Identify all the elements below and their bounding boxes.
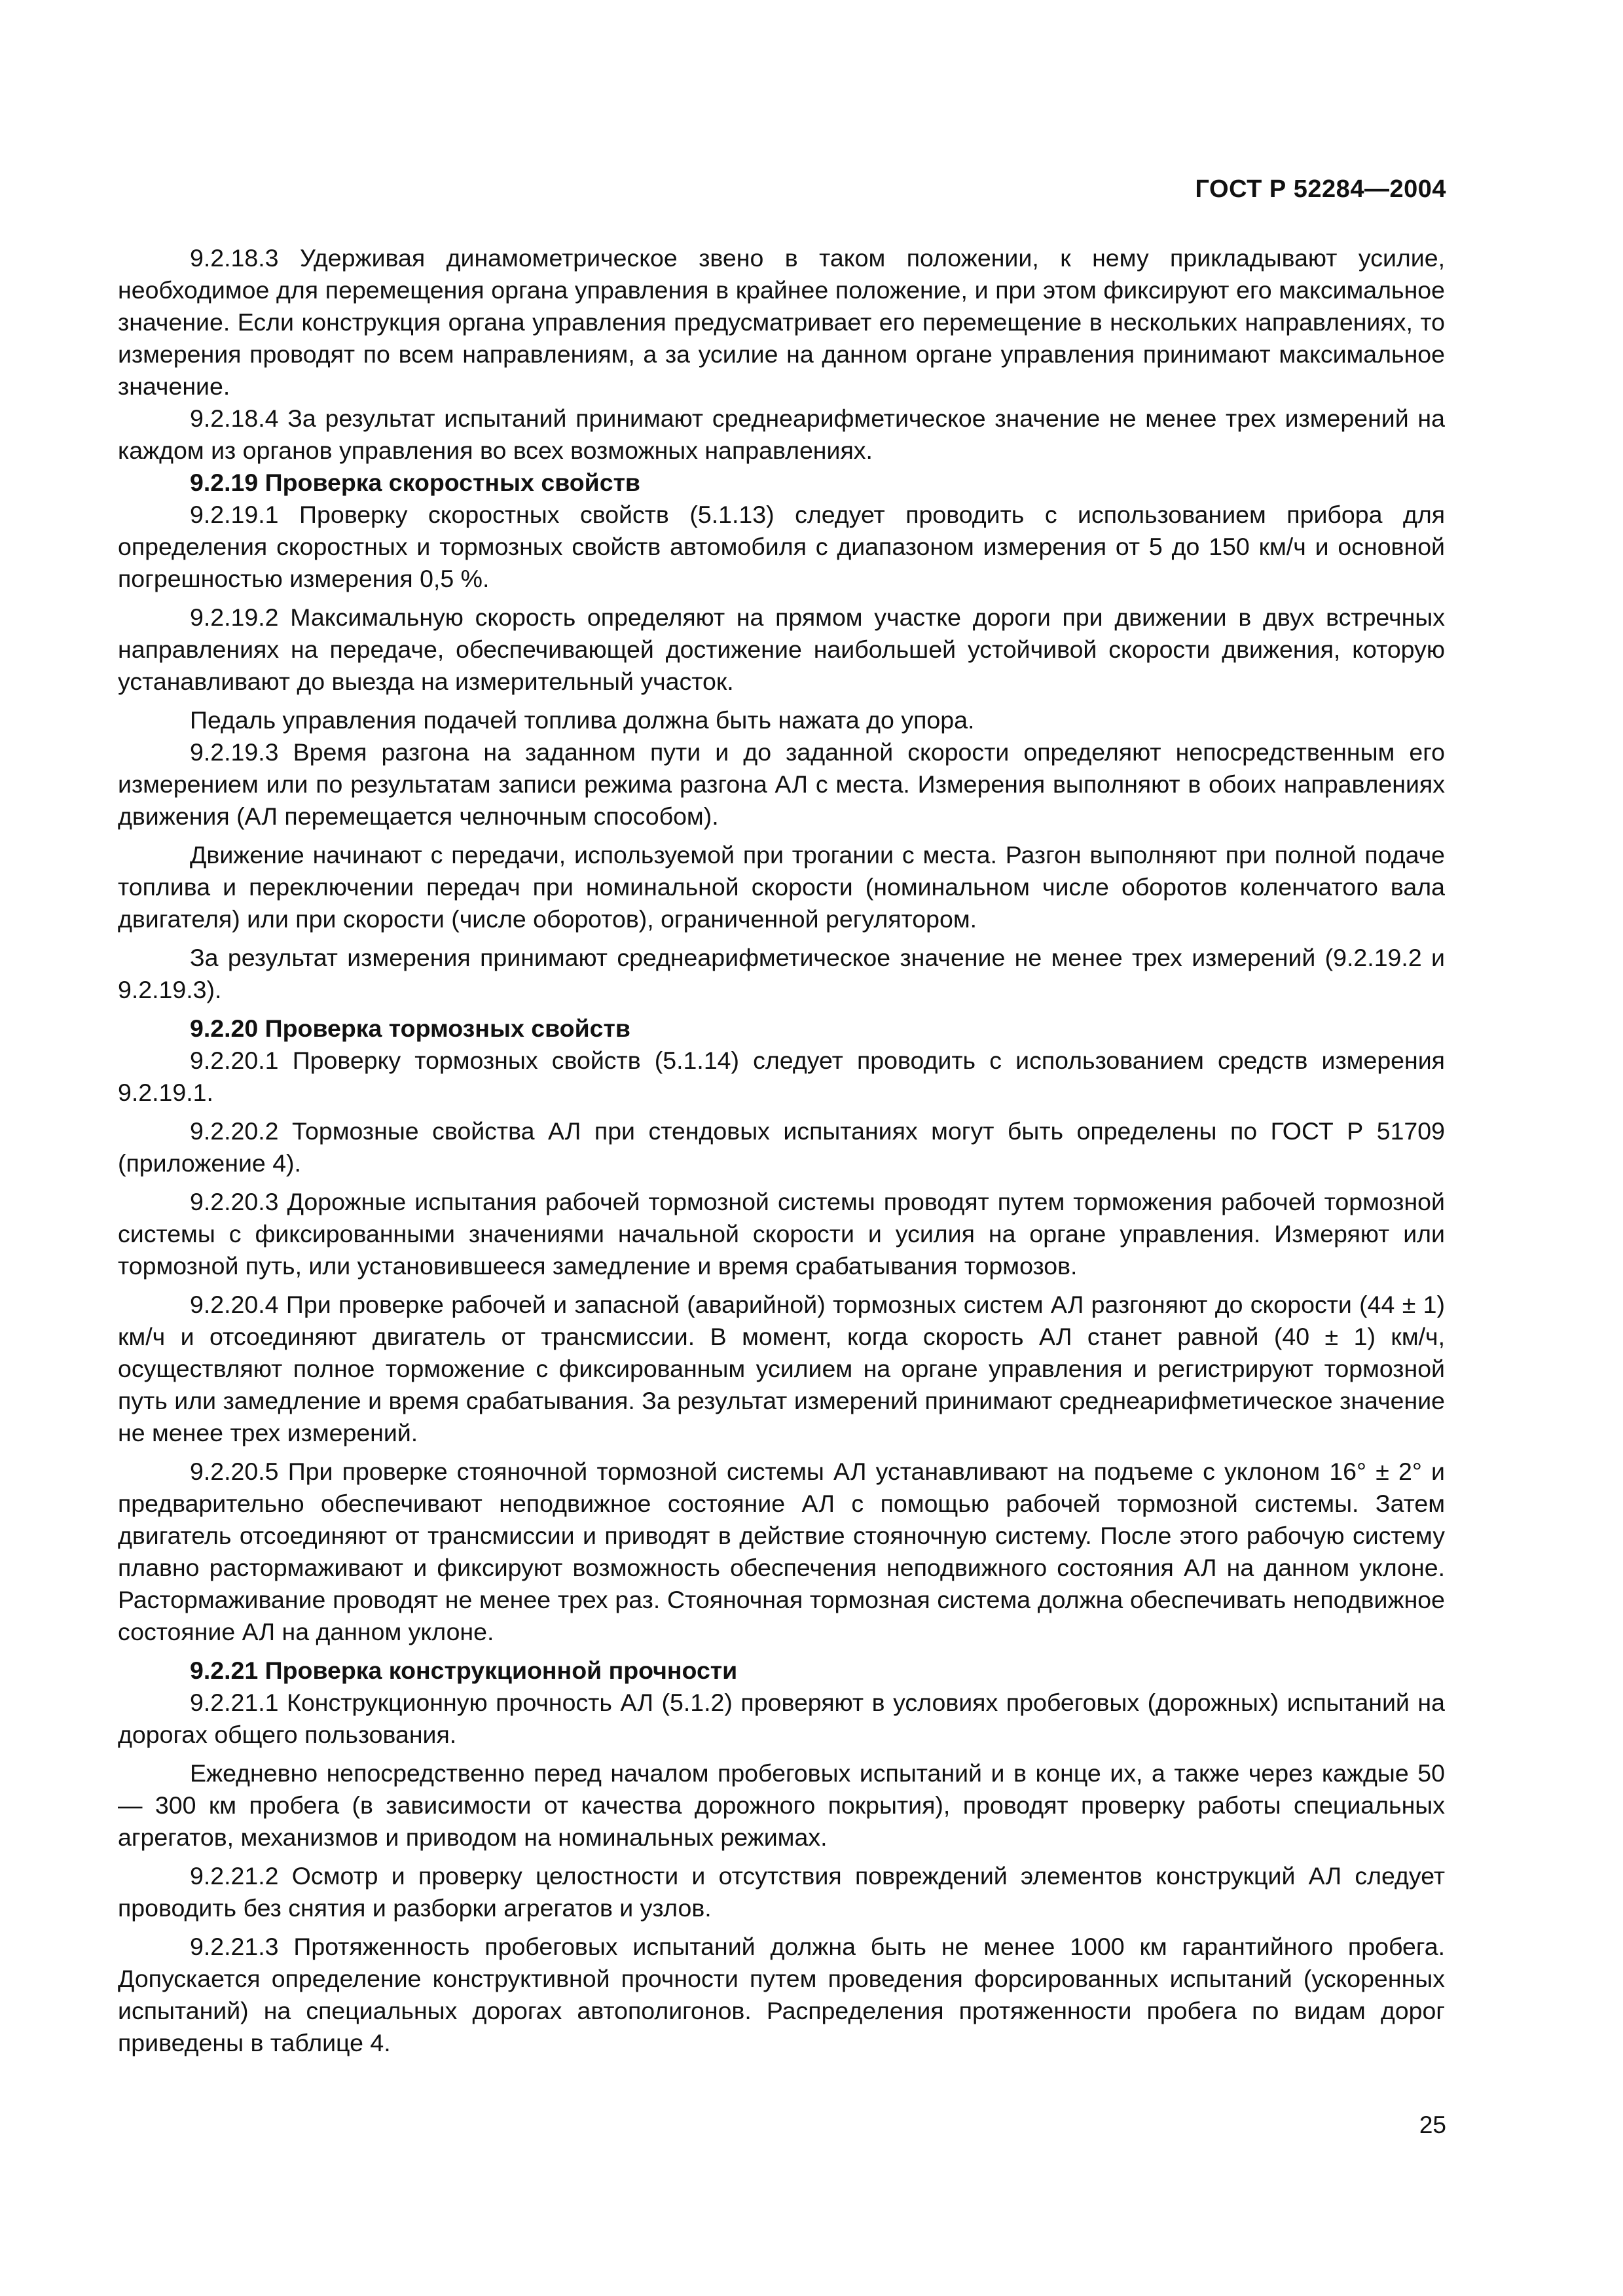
- paragraph-9-2-18-4: 9.2.18.4 За результат испытаний принимают среднеарифметическое значение не менее трех измерений на каждом из органов управления во всех возможных направлениях.: [118, 404, 1445, 464]
- paragraph-motion-start: Движение начинают с передачи, используемой при трогании с места. Разгон выполняют при полной подаче топлива и переключении передач при номинальной скорости (номинальном числе оборотов коленчатого вала двигателя) или при скорости (числе оборотов), ограниченной регулятором.: [118, 841, 1445, 933]
- paragraph-pedal: Педаль управления подачей топлива должна быть нажата до упора.: [190, 706, 975, 734]
- paragraph-9-2-20-2: 9.2.20.2 Тормозные свойства АЛ при стендовых испытаниях могут быть определены по ГОСТ Р 51709 (приложение 4).: [118, 1117, 1445, 1177]
- document-header: ГОСТ Р 52284—2004: [1195, 175, 1446, 203]
- paragraph-9-2-18-3: 9.2.18.3 Удерживая динамометрическое звено в таком положении, к нему прикладывают усилие, необходимое для перемещения органа управления в крайнее положение, и при этом фиксируют его максимальное значение. Если конструкция органа управления предусматривает его перемещение в нескольких направлениях, то измерения проводят по всем направлениям, а за усилие на данном органе управления принимают максимальное значение.: [118, 244, 1445, 400]
- paragraph-9-2-21-2: 9.2.21.2 Осмотр и проверку целостности и отсутствия повреждений элементов конструкций АЛ следует проводить без снятия и разборки агрегатов и узлов.: [118, 1862, 1445, 1922]
- page-number: 25: [1419, 2111, 1446, 2138]
- paragraph-measurement-result: За результат измерения принимают среднеарифметическое значение не менее трех измерений (9.2.19.2 и 9.2.19.3).: [118, 944, 1445, 1003]
- paragraph-9-2-21-3: 9.2.21.3 Протяженность пробеговых испытаний должна быть не менее 1000 км гарантийного пробега. Допускается определение конструктивной прочности путем проведения форсированных испытаний (ускоренных испытаний) на специальных дорогах автополигонов. Распределения протяженности пробега по видам дорог приведены в таблице 4.: [118, 1933, 1445, 2056]
- paragraph-9-2-19-1: 9.2.19.1 Проверку скоростных свойств (5.1.13) следует проводить с использованием прибора для определения скоростных и тормозных свойств автомобиля с диапазоном измерения от 5 до 150 км/ч и основной погрешностью измерения 0,5 %.: [118, 501, 1445, 592]
- paragraph-9-2-21-1: 9.2.21.1 Конструкционную прочность АЛ (5.1.2) проверяют в условиях пробеговых (дорожных) испытаний на дорогах общего пользования.: [118, 1689, 1445, 1748]
- paragraph-9-2-19-3: 9.2.19.3 Время разгона на заданном пути и до заданной скорости определяют непосредственным его измерением или по результатам записи режима разгона АЛ с места. Измерения выполняют в обоих направлениях движения (АЛ перемещается челночным способом).: [118, 738, 1445, 830]
- document-body: [118, 242, 1445, 2059]
- paragraph-9-2-20-1: 9.2.20.1 Проверку тормозных свойств (5.1.14) следует проводить с использованием средств измерения 9.2.19.1.: [118, 1047, 1445, 1106]
- section-heading-9-2-19: 9.2.19 Проверка скоростных свойств: [190, 469, 640, 496]
- section-heading-9-2-20: 9.2.20 Проверка тормозных свойств: [190, 1014, 630, 1042]
- paragraph-9-2-20-3: 9.2.20.3 Дорожные испытания рабочей тормозной системы проводят путем торможения рабочей тормозной системы с фиксированными значениями начальной скорости и усилия на органе управления. Измеряют или тормозной путь, или установившееся замедление и время срабатывания тормозов.: [118, 1188, 1445, 1280]
- paragraph-9-2-20-5: 9.2.20.5 При проверке стояночной тормозной системы АЛ устанавливают на подъеме с уклоном 16° ± 2° и предварительно обеспечивают неподвижное состояние АЛ с помощью рабочей тормозной системы. Затем двигатель отсоединяют от трансмиссии и приводят в действие стояночную систему. После этого рабочую систему плавно растормаживают и фиксируют возможность обеспечения неподвижного состояния АЛ на данном уклоне. Растормаживание проводят не менее трех раз. Стояночная тормозная система должна обеспечивать неподвижное состояние АЛ на данном уклоне.: [118, 1458, 1445, 1645]
- paragraph-daily-check: Ежедневно непосредственно перед началом пробеговых испытаний и в конце их, а также через каждые 50 — 300 км пробега (в зависимости от качества дорожного покрытия), проводят проверку работы специальных агрегатов, механизмов и приводом на номинальных режимах.: [118, 1759, 1445, 1851]
- paragraph-9-2-19-2: 9.2.19.2 Максимальную скорость определяют на прямом участке дороги при движении в двух встречных направлениях на передаче, обеспечивающей достижение наибольшей устойчивой скорости движения, которую устанавливают до выезда на измерительный участок.: [118, 603, 1445, 695]
- paragraph-9-2-20-4: 9.2.20.4 При проверке рабочей и запасной (аварийной) тормозных систем АЛ разгоняют до скорости (44 ± 1) км/ч и отсоединяют двигатель от трансмиссии. В момент, когда скорость АЛ станет равной (40 ± 1) км/ч, осуществляют полное торможение с фиксированным усилием на органе управления и регистрируют тормозной путь или замедление и время срабатывания. За результат измерений принимают среднеарифметическое значение не менее трех измерений.: [118, 1291, 1445, 1446]
- section-heading-9-2-21: 9.2.21 Проверка конструкционной прочности: [190, 1657, 738, 1684]
